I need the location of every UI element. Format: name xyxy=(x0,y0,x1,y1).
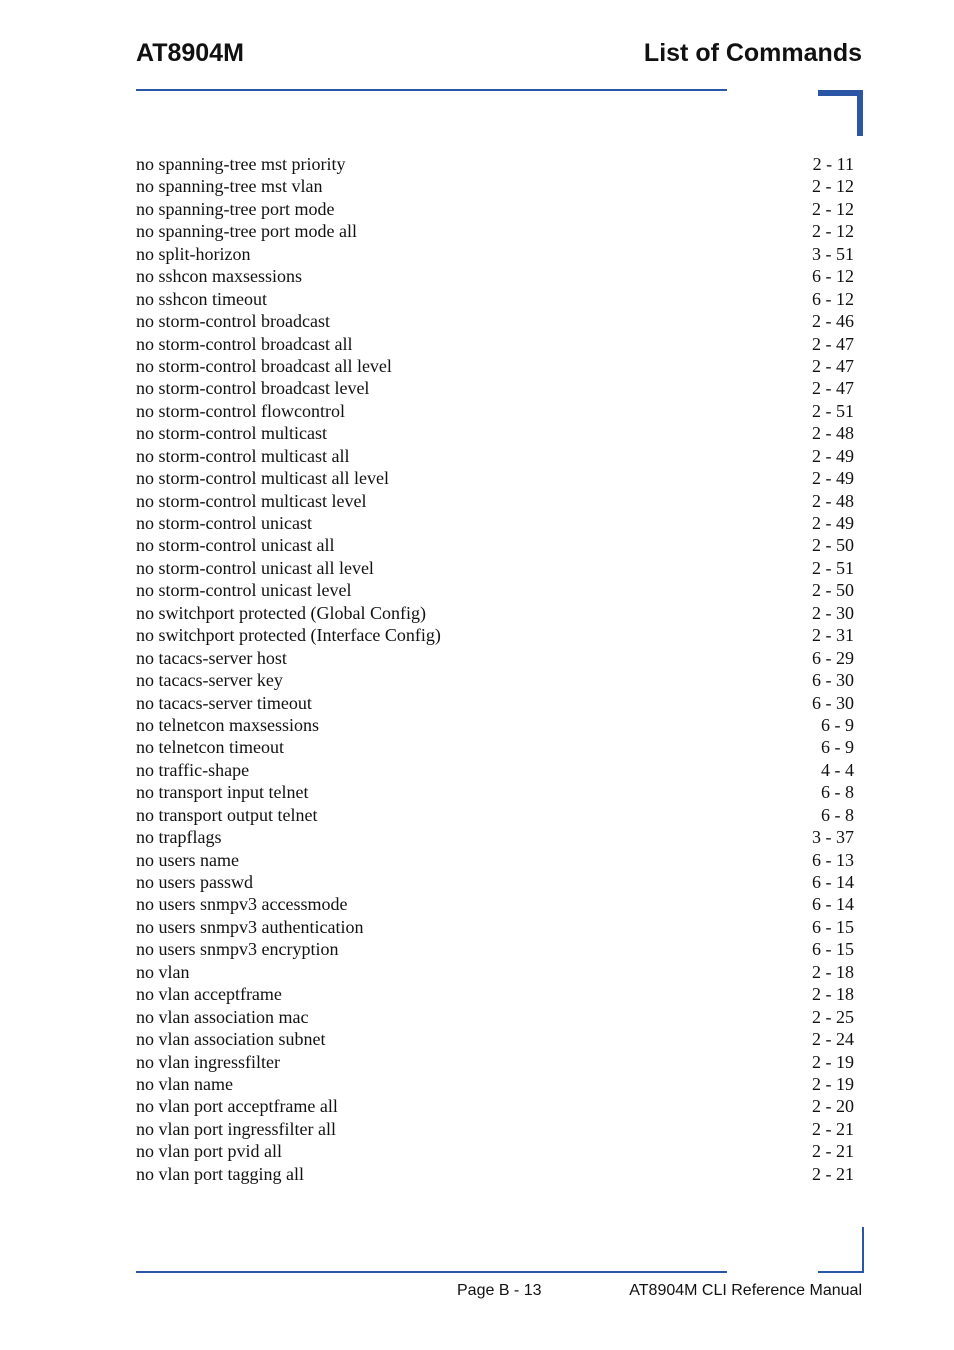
page-reference: 3 - 51 xyxy=(812,243,854,264)
page-reference: 6 - 30 xyxy=(812,670,854,691)
command-name: no storm-control multicast all level xyxy=(136,468,389,489)
page-reference: 2 - 51 xyxy=(812,557,854,578)
command-name: no storm-control broadcast xyxy=(136,311,330,332)
command-name: no split-horizon xyxy=(136,243,251,264)
page-reference: 2 - 11 xyxy=(812,154,854,174)
list-item xyxy=(136,669,854,691)
page-reference: 2 - 50 xyxy=(812,580,854,601)
command-name: no vlan ingressfilter xyxy=(136,1051,280,1072)
page-reference: 2 - 18 xyxy=(812,961,854,982)
page-reference: 2 - 47 xyxy=(812,355,854,376)
command-name: no storm-control unicast xyxy=(136,513,312,533)
page-reference: 6 - 13 xyxy=(812,849,854,870)
command-name: no transport output telnet xyxy=(136,804,318,825)
list-item xyxy=(136,1006,854,1028)
list-item xyxy=(136,422,854,444)
list-item xyxy=(136,579,854,601)
command-name: no storm-control broadcast all level xyxy=(136,355,392,376)
list-item xyxy=(136,243,854,265)
command-name: no vlan association mac xyxy=(136,1006,309,1027)
page-reference: 6 - 9 xyxy=(821,714,854,735)
page-reference: 2 - 25 xyxy=(812,1006,854,1027)
list-item xyxy=(136,400,854,422)
command-name: no tacacs-server host xyxy=(136,647,287,668)
list-item xyxy=(136,804,854,826)
list-item xyxy=(136,736,854,758)
command-name: no users passwd xyxy=(136,872,253,892)
list-item xyxy=(136,1028,854,1050)
page-reference: 2 - 12 xyxy=(812,221,854,242)
list-item xyxy=(136,445,854,467)
command-name: no vlan port pvid all xyxy=(136,1141,282,1162)
command-name: no spanning-tree port mode xyxy=(136,198,335,219)
page-reference: 6 - 8 xyxy=(821,804,854,825)
command-name: no storm-control multicast level xyxy=(136,490,367,511)
page-reference: 3 - 37 xyxy=(812,827,854,848)
list-item xyxy=(136,849,854,871)
command-name: no storm-control unicast all level xyxy=(136,557,374,578)
page-reference: 6 - 8 xyxy=(821,782,854,803)
page-reference: 2 - 46 xyxy=(812,311,854,332)
list-item xyxy=(136,557,854,579)
command-name: no storm-control multicast all xyxy=(136,445,350,466)
page-reference: 2 - 47 xyxy=(812,333,854,354)
header-section-title: List of Commands xyxy=(643,39,862,67)
list-item xyxy=(136,871,854,893)
header-rule xyxy=(136,89,727,91)
command-name: no vlan xyxy=(136,961,190,982)
command-name: no telnetcon maxsessions xyxy=(136,714,319,735)
list-item xyxy=(136,1073,854,1095)
command-name: no vlan port tagging all xyxy=(136,1163,304,1184)
list-item xyxy=(136,647,854,669)
page-reference: 2 - 49 xyxy=(812,513,854,533)
command-name: no switchport protected (Global Config) xyxy=(136,602,426,623)
command-name: no storm-control broadcast level xyxy=(136,378,370,399)
list-item xyxy=(136,220,854,242)
command-name: no storm-control flowcontrol xyxy=(136,400,345,421)
command-name: no storm-control multicast xyxy=(136,423,327,444)
command-name: no users snmpv3 encryption xyxy=(136,939,339,960)
footer-rule xyxy=(136,1271,727,1273)
list-item xyxy=(136,355,854,377)
page-reference: 2 - 18 xyxy=(812,984,854,1005)
page-reference: 2 - 24 xyxy=(812,1029,854,1050)
list-item xyxy=(136,534,854,556)
list-item xyxy=(136,288,854,310)
command-name: no users snmpv3 authentication xyxy=(136,916,364,937)
command-name: no storm-control broadcast all xyxy=(136,333,353,354)
list-item xyxy=(136,826,854,848)
command-name: no transport input telnet xyxy=(136,782,309,803)
command-name: no spanning-tree port mode all xyxy=(136,221,357,242)
page-reference: 2 - 21 xyxy=(812,1141,854,1162)
page-reference: 2 - 49 xyxy=(812,468,854,489)
command-name: no sshcon maxsessions xyxy=(136,266,302,287)
command-name: no spanning-tree mst priority xyxy=(136,154,346,174)
list-item xyxy=(136,153,854,175)
footer-page-number: Page B - 13 xyxy=(457,1282,542,1299)
list-item xyxy=(136,198,854,220)
list-item xyxy=(136,490,854,512)
list-item xyxy=(136,175,854,197)
command-name: no vlan association subnet xyxy=(136,1029,326,1050)
command-name: no tacacs-server key xyxy=(136,670,283,691)
list-item xyxy=(136,1118,854,1140)
list-item xyxy=(136,692,854,714)
command-name: no users snmpv3 accessmode xyxy=(136,894,348,915)
header-product: AT8904M xyxy=(136,39,244,67)
page-reference: 6 - 14 xyxy=(812,894,854,915)
header-corner-bar-vertical xyxy=(857,90,863,136)
footer-manual-title: AT8904M CLI Reference Manual xyxy=(629,1282,862,1299)
command-index-list xyxy=(136,153,854,1185)
list-item xyxy=(136,961,854,983)
page-reference: 2 - 50 xyxy=(812,535,854,556)
page-reference: 6 - 14 xyxy=(812,872,854,892)
list-item xyxy=(136,624,854,646)
page-reference: 2 - 19 xyxy=(812,1073,854,1094)
page-reference: 6 - 30 xyxy=(812,692,854,713)
command-name: no telnetcon timeout xyxy=(136,737,284,758)
page-reference: 2 - 21 xyxy=(812,1118,854,1139)
list-item xyxy=(136,310,854,332)
page-reference: 6 - 29 xyxy=(812,647,854,668)
page-reference: 2 - 30 xyxy=(812,602,854,623)
list-item xyxy=(136,938,854,960)
command-name: no spanning-tree mst vlan xyxy=(136,176,323,197)
command-name: no vlan name xyxy=(136,1073,233,1094)
list-item xyxy=(136,333,854,355)
page-reference: 2 - 47 xyxy=(812,378,854,399)
footer-corner-bar-horizontal xyxy=(818,1271,864,1273)
page-reference: 2 - 20 xyxy=(812,1096,854,1117)
page-reference: 2 - 12 xyxy=(812,176,854,197)
list-item xyxy=(136,1051,854,1073)
page-reference: 2 - 19 xyxy=(812,1051,854,1072)
page-reference: 6 - 12 xyxy=(812,266,854,287)
page-reference: 2 - 31 xyxy=(812,625,854,646)
page-reference: 2 - 48 xyxy=(812,423,854,444)
page-reference: 2 - 12 xyxy=(812,198,854,219)
list-item xyxy=(136,512,854,534)
page-reference: 6 - 15 xyxy=(812,916,854,937)
list-item xyxy=(136,1095,854,1117)
list-item xyxy=(136,781,854,803)
command-name: no tacacs-server timeout xyxy=(136,692,312,713)
list-item xyxy=(136,714,854,736)
command-name: no sshcon timeout xyxy=(136,288,267,309)
page-reference: 4 - 4 xyxy=(821,759,854,780)
command-name: no vlan port acceptframe all xyxy=(136,1096,338,1117)
list-item xyxy=(136,983,854,1005)
page-reference: 2 - 48 xyxy=(812,490,854,511)
list-item xyxy=(136,893,854,915)
page-reference: 6 - 15 xyxy=(812,939,854,960)
list-item xyxy=(136,1163,854,1185)
list-item xyxy=(136,377,854,399)
command-name: no vlan acceptframe xyxy=(136,984,282,1005)
command-name: no users name xyxy=(136,849,239,870)
command-name: no storm-control unicast all xyxy=(136,535,335,556)
footer-corner-bracket xyxy=(818,1227,864,1273)
page-reference: 6 - 9 xyxy=(821,737,854,758)
page-reference: 2 - 49 xyxy=(812,445,854,466)
footer-corner-bar-vertical xyxy=(862,1227,864,1273)
list-item xyxy=(136,602,854,624)
command-name: no storm-control unicast level xyxy=(136,580,352,601)
list-item xyxy=(136,916,854,938)
command-name: no switchport protected (Interface Config) xyxy=(136,625,441,646)
page-reference: 2 - 21 xyxy=(812,1163,854,1184)
list-item xyxy=(136,1140,854,1162)
list-item xyxy=(136,265,854,287)
list-item xyxy=(136,467,854,489)
command-name: no trapflags xyxy=(136,827,222,848)
page-reference: 6 - 12 xyxy=(812,288,854,309)
list-item xyxy=(136,759,854,781)
header-corner-bracket xyxy=(818,90,863,136)
command-name: no vlan port ingressfilter all xyxy=(136,1118,336,1139)
command-name: no traffic-shape xyxy=(136,759,250,780)
page-reference: 2 - 51 xyxy=(812,400,854,421)
